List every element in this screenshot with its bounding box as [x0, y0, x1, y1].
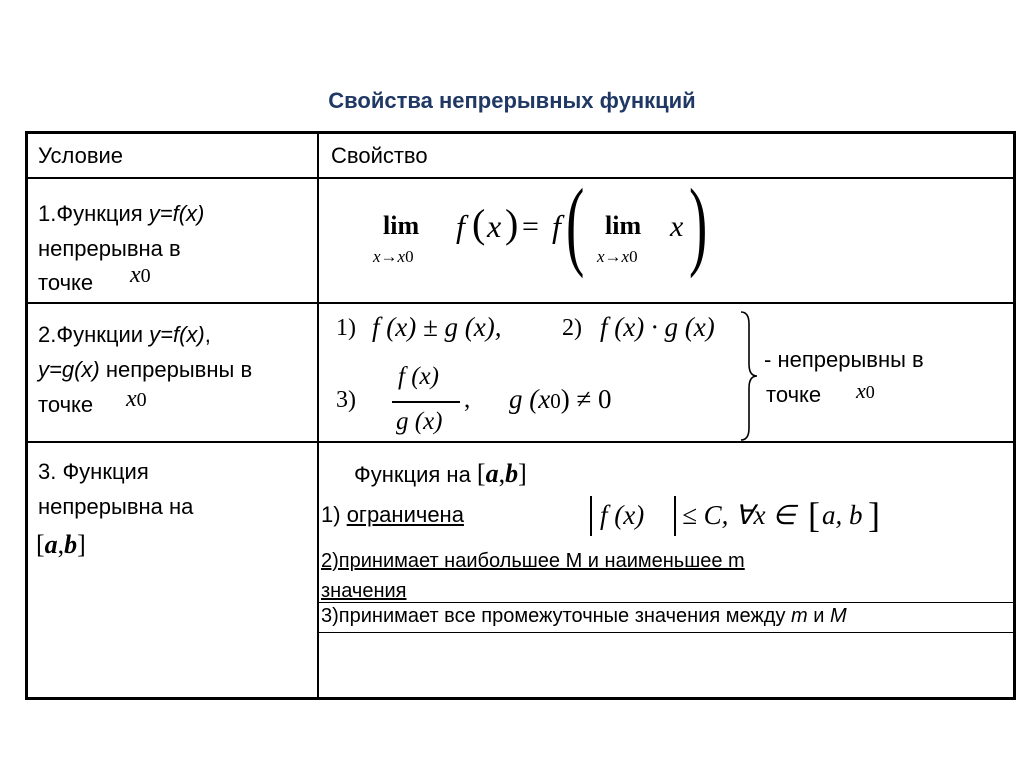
row1-x0 [130, 262, 151, 289]
row2-fraction-comma: , [464, 386, 471, 413]
row3-cond-comma: , [57, 530, 65, 559]
row3-heading-comma: , [498, 459, 506, 488]
row2-nonzero-end: ) ≠ 0 [560, 384, 612, 414]
paren-open-1: ( [472, 201, 486, 246]
row3-bound-interval: a, b [822, 500, 863, 530]
row3-cond-bracket-close: ] [77, 530, 86, 559]
row3-item1-num: 1) [321, 502, 347, 527]
row3-item-divider-2 [319, 632, 1013, 633]
lim-left: lim [383, 211, 420, 240]
row2-result-line2: точке [766, 382, 822, 407]
row1-cond-function: y=f(x) [148, 201, 205, 226]
row2-condition-line2 [38, 357, 252, 383]
row2-nonzero-condition [509, 384, 612, 415]
row2-cond-text: 2.Функции [38, 322, 150, 347]
row2-product: f (x) · g (x) [600, 312, 715, 342]
row3-item1-bounded: ограничена [346, 502, 464, 527]
row3-heading-b: b [505, 459, 519, 488]
row1-x0-var: x [130, 262, 141, 288]
row2-result-x0-sub: 0 [865, 382, 875, 402]
row-divider-3 [25, 441, 1016, 443]
row-divider-2 [25, 302, 1016, 304]
row2-brace-icon [737, 310, 761, 442]
row2-sum-difference: f (x) ± g (x), [372, 312, 502, 342]
lim-left-sub-text: x→x [373, 247, 406, 266]
row2-result-x0 [856, 378, 875, 404]
table-border-top [25, 131, 1016, 134]
big-paren-open: ( [566, 168, 585, 279]
row2-x0 [126, 386, 147, 413]
row3-item3-m: m [791, 605, 808, 627]
paren-close-1: ) [505, 201, 519, 246]
row3-item3 [321, 605, 847, 628]
row2-nonzero-sub: 0 [550, 389, 561, 413]
formula-x: x [487, 208, 502, 244]
row2-item1-num: 1) [336, 315, 356, 341]
lim-right-sub-zero: 0 [629, 247, 638, 266]
row3-cond-b: b [64, 530, 78, 559]
row3-item1 [321, 502, 464, 528]
lim-right-sub-text: x→x [597, 247, 630, 266]
row1-condition-line1 [38, 201, 204, 227]
formula-x2: x [670, 210, 684, 243]
row3-item-divider-1 [319, 602, 1013, 603]
row2-x0-var: x [126, 386, 137, 412]
lim-left-sub-zero: 0 [405, 247, 414, 266]
row3-item3-and: и [807, 605, 830, 627]
row3-heading-bracket-close: ] [518, 459, 527, 488]
row3-item2-line2: значения [321, 580, 407, 602]
big-paren-close: ) [689, 168, 708, 279]
header-condition: Условие [38, 143, 124, 168]
row3-cond-a: a [44, 530, 58, 559]
abs-bar-right [674, 496, 676, 536]
row2-fraction-bar [392, 401, 460, 403]
row3-heading-a: a [485, 459, 499, 488]
row3-bound-fx: f (x) [600, 500, 645, 530]
row2-result-line1: - непрерывны в [764, 347, 924, 372]
row1-x0-sub: 0 [140, 265, 151, 287]
formula-f: f [456, 208, 465, 244]
row2-item2-num: 2) [562, 315, 582, 341]
row1-cond-text: 1.Функция [38, 201, 149, 226]
row2-item3-num: 3) [336, 387, 356, 413]
page-title: Свойства непрерывных функций [328, 88, 696, 113]
row2-cond-function-g: y=g(x) [38, 357, 100, 382]
row2-cond-continuous: непрерывны в [99, 357, 253, 382]
row1-condition-line3: точке [38, 270, 94, 295]
lim-right-subscript [597, 247, 638, 267]
table-border-bottom [25, 697, 1016, 700]
formula-equals: = [522, 210, 539, 243]
row2-condition-line3: точке [38, 392, 94, 417]
table-border-left [25, 131, 28, 700]
formula-f2: f [552, 208, 561, 244]
row1-condition-line2: непрерывна в [38, 236, 181, 261]
row3-heading-text: Функция на [354, 462, 477, 487]
row3-condition-line2: непрерывна на [38, 494, 194, 519]
row3-bound-inequality: ≤ C, ∀x ∈ [682, 500, 796, 530]
row3-heading-bracket-open: [ [476, 459, 486, 488]
header-property: Свойство [331, 143, 428, 168]
bound-bracket-close: ] [868, 495, 880, 535]
row2-fraction-numerator: f (x) [398, 363, 439, 390]
row2-cond-comma: , [204, 322, 211, 347]
row2-fraction-denominator: g (x) [396, 408, 443, 435]
bound-bracket-open: [ [808, 495, 820, 535]
row3-item3-text: 3)принимает все промежуточные значения между [321, 605, 792, 627]
row3-item3-M: M [830, 605, 847, 627]
row3-cond-bracket-open: [ [36, 530, 45, 559]
row2-nonzero-g: g (x [509, 384, 551, 414]
lim-left-subscript [373, 247, 414, 267]
lim-right: lim [605, 211, 642, 240]
row3-item2-line1: 2)принимает наибольшее M и наименьшее m [321, 550, 745, 572]
row2-cond-function-f: y=f(x) [149, 322, 205, 347]
column-divider [317, 131, 319, 700]
row3-condition-line1: 3. Функция [38, 459, 149, 484]
abs-bar-left [590, 496, 592, 536]
row2-condition-line1 [38, 322, 211, 348]
row3-condition-interval [36, 530, 86, 560]
row2-x0-sub: 0 [136, 389, 147, 411]
row2-result-x0-var: x [856, 378, 866, 403]
row3-prop-heading [354, 459, 527, 489]
table-border-right [1013, 131, 1016, 700]
row-divider-1 [25, 177, 1016, 179]
